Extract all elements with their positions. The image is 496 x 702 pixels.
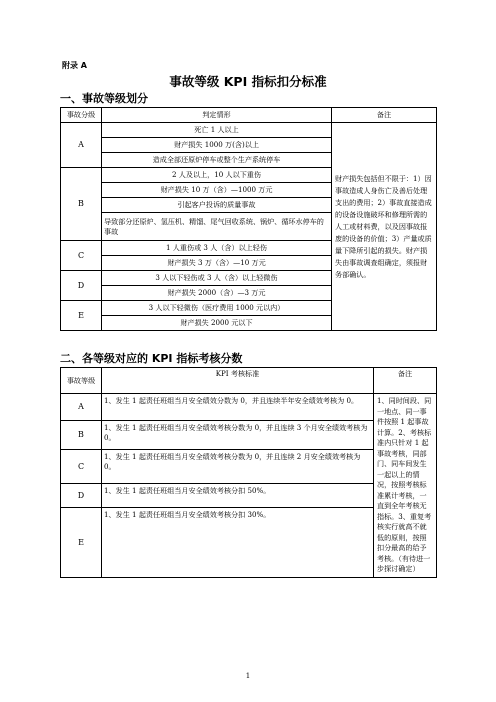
level-cell: B: [61, 421, 102, 450]
header-cell: 事故分级: [61, 108, 102, 123]
appendix-label: 附录 A: [62, 61, 87, 70]
kpi-standard-cell: 1、发生 1 起责任班组当月安全绩效分数为 0，并且连续半年安全绩效考核为 0。: [102, 394, 374, 421]
criteria-cell: 导致部分还原炉、氢压机、精馏、尾气回收系统、锅炉、循环水停车的事故: [102, 213, 332, 241]
header-cell: 判定情形: [102, 108, 332, 123]
section-heading-1: 一、事故等级划分: [60, 92, 148, 105]
kpi-score-table: [60, 367, 437, 578]
section-heading-2: 二、各等级对应的 KPI 指标考核分数: [60, 352, 243, 365]
level-cell: E: [61, 301, 102, 331]
criteria-cell: 死亡 1 人以上: [102, 123, 332, 138]
criteria-cell: 财产损失 2000（含）—3 万元: [102, 286, 332, 301]
criteria-cell: 财产损失 2000 元以下: [102, 316, 332, 331]
criteria-cell: 财产损失 3 万（含）—10 万元: [102, 256, 332, 271]
criteria-cell: 造成全部还原炉停车或整个生产系统停车: [102, 153, 332, 168]
criteria-cell: 3 人以下轻微伤（医疗费用 1000 元以内）: [102, 301, 332, 316]
note-cell: 财产损失包括但不限于：1）因事故造成人身伤亡及善后处理支出的费用；2）事故直接造成的设备设施破坏和修理所需的人工或材料费，以及因事故报废的设备的价值；3）产量或质量下降所引起的损失。财产损失由事故调查组确定，须报财务部确认。: [332, 123, 437, 331]
level-cell: D: [61, 484, 102, 508]
level-cell: C: [61, 241, 102, 271]
kpi-standard-cell: 1、发生 1 起责任班组当月安全绩效考核分扣 50%。: [102, 484, 374, 508]
header-cell: 备注: [374, 368, 437, 394]
level-cell: E: [61, 508, 102, 578]
kpi-standard-cell: 1、发生 1 起责任班组当月安全绩效考核分数为 0，并且连续 2 月安全绩效考核为 0。: [102, 450, 374, 484]
level-cell: C: [61, 450, 102, 484]
criteria-cell: 财产损失 1000 万(含)以上: [102, 138, 332, 153]
criteria-cell: 2 人及以上，10 人以下重伤: [102, 168, 332, 183]
level-cell: D: [61, 271, 102, 301]
header-cell: 备注: [332, 108, 437, 123]
kpi-standard-cell: 1、发生 1 起责任班组当月安全绩效考核分数为 0，并且连续 3 个月安全绩效考核为 0。: [102, 421, 374, 450]
table-header-row: [61, 108, 437, 123]
level-cell: A: [61, 123, 102, 168]
criteria-cell: 财产损失 10 万（含）—1000 万元: [102, 183, 332, 198]
accident-level-table: [60, 107, 437, 331]
criteria-cell: 3 人以下轻伤或 3 人（含）以上轻微伤: [102, 271, 332, 286]
kpi-standard-cell: 1、发生 1 起责任班组当月安全绩效考核分扣 30%。: [102, 508, 374, 578]
header-cell: KPI 考核标准: [102, 368, 374, 394]
document-title: 事故等级 KPI 指标扣分标准: [169, 74, 327, 89]
table-row: [61, 123, 437, 138]
page-number: 1: [245, 672, 251, 680]
header-cell: 事故等级: [61, 368, 102, 394]
level-cell: A: [61, 394, 102, 421]
table-row: [61, 394, 437, 421]
table-header-row: [61, 368, 437, 394]
note-cell: 1、同时间段、同一地点、同一事件按照 1 起事故计算。2、考核标准内只针对 1 起事故考核，同部门、同车间发生一起以上的情况，按照考核标准累计考核，一直到全年考核无指标。3、重复考核实行就高不就低的原则，按照扣分最高的给予考核。（有待进一步探讨确定）: [374, 394, 437, 578]
criteria-cell: 引起客户投诉的质量事故: [102, 198, 332, 213]
level-cell: B: [61, 168, 102, 241]
criteria-cell: 1 人重伤或 3 人（含）以上轻伤: [102, 241, 332, 256]
